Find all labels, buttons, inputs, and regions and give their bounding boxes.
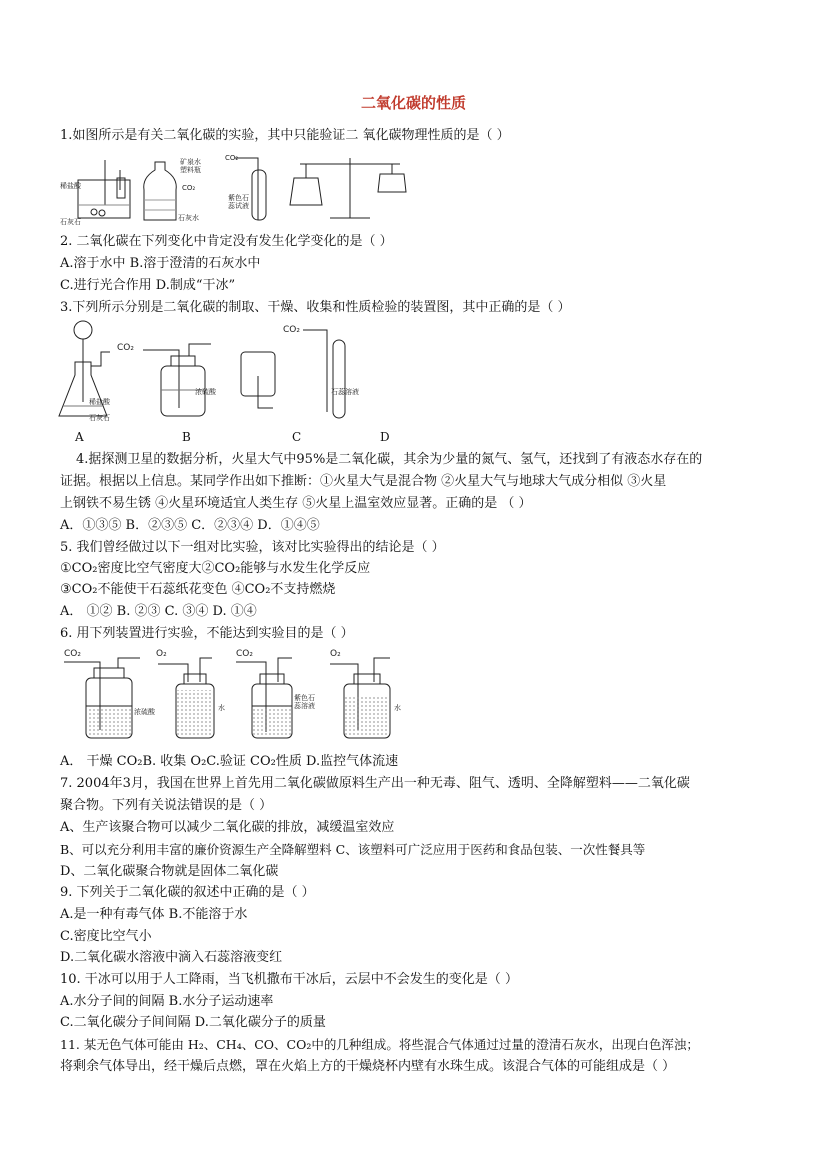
q7-line-1: 7. 2004年3月，我国在世界上首先用二氧化碳做原料生产出一种无毒、阻气、透明、全降解塑料——二氧化碳 bbox=[60, 776, 690, 791]
q3-stem: 3.下列所示分别是二氧化碳的制取、干燥、收集和性质检验的装置图，其中正确的是（ ） bbox=[60, 300, 571, 315]
q11-line-2: 将剩余气体导出，经干燥后点燃，罩在火焰上方的干燥烧杯内壁有水珠生成。该混合气体的可能组成是（ ） bbox=[60, 1059, 676, 1074]
q3-label-acid: 稀盐酸 bbox=[89, 398, 110, 406]
q3-caption-c: C bbox=[292, 430, 302, 444]
q6-label-h2so4: 浓硫酸 bbox=[134, 708, 155, 716]
q3-label-limestone: 石灰石 bbox=[89, 414, 110, 422]
q7-option-a: A、生产该聚合物可以减少二氧化碳的排放，减缓温室效应 bbox=[60, 820, 395, 835]
q10-options-ab: A.水分子间的间隔 B.水分子运动速率 bbox=[60, 994, 274, 1009]
q3-label-co2-b: CO₂ bbox=[117, 343, 134, 353]
q4-line-3: 上钢铁不易生锈 ④火星环境适宜人类生存 ⑤火星上温室效应显著。正确的是 （ ） bbox=[60, 496, 532, 511]
page-title: 二氧化碳的性质 bbox=[360, 94, 466, 112]
q7-option-d: D、二氧化碳聚合物就是固体二氧化碳 bbox=[60, 864, 279, 879]
q1-label-limewater: 石灰水 bbox=[178, 214, 199, 222]
q1-label-litmus1: 紫色石 bbox=[228, 194, 249, 202]
q5-options: A． ①② B. ②③ C. ③④ D. ①④ bbox=[60, 604, 257, 619]
q1-label-bottle2: 塑料瓶 bbox=[180, 166, 201, 174]
q11-line-1: 11. 某无色气体可能由 H₂、CH₄、CO、CO₂中的几种组成。将些混合气体通过过量的澄清石灰水，出现白色浑浊； bbox=[60, 1037, 699, 1052]
q6-label-litmus1: 紫色石 bbox=[294, 694, 315, 702]
q7-option-bc: B、可以充分利用丰富的廉价资源生产全降解塑料 C、该塑料可广泛应用于医药和食品包装、一次性餐具等 bbox=[60, 842, 646, 857]
q1-label-litmus2: 蕊试液 bbox=[228, 202, 249, 210]
q2-stem: 2. 二氧化碳在下列变化中肯定没有发生化学变化的是（ ） bbox=[60, 234, 393, 249]
q10-options-cd: C.二氧化碳分子间间隔 D.二氧化碳分子的质量 bbox=[60, 1015, 326, 1030]
q1-stem: 1.如图所示是有关二氧化碳的实验，其中只能验证二 氧化碳物理性质的是（ ） bbox=[60, 128, 510, 143]
q9-options-ab: A.是一种有毒气体 B.不能溶于水 bbox=[60, 907, 248, 922]
q6-options: A． 干燥 CO₂B. 收集 O₂C.验证 CO₂性质 D.监控气体流速 bbox=[60, 754, 399, 769]
q4-options: A．①③⑤ B．②③⑤ C．②③④ D．①④⑤ bbox=[60, 518, 320, 533]
q3-figure bbox=[55, 320, 385, 428]
q5-line-2: ③CO₂不能使干石蕊纸花变色 ④CO₂不支持燃烧 bbox=[60, 582, 336, 597]
q6-figure bbox=[60, 644, 420, 744]
q5-stem: 5. 我们曾经做过以下一组对比实验，该对比实验得出的结论是（ ） bbox=[60, 540, 445, 555]
q6-label-litmus2: 蕊溶液 bbox=[294, 702, 315, 710]
q1-label-co2-b: CO₂ bbox=[225, 154, 239, 162]
q4-line-2: 证据。根据以上信息。某同学作出如下推断：①火星大气是混合物 ②火星大气与地球大气成分相似 ③火星 bbox=[60, 474, 667, 489]
q9-option-d: D.二氧化碳水溶液中滴入石蕊溶液变红 bbox=[60, 950, 283, 965]
q6-label-o2-d: O₂ bbox=[330, 649, 341, 659]
q6-label-co2-a: CO₂ bbox=[64, 649, 81, 659]
q6-stem: 6. 用下列装置进行实验，不能达到实验目的是（ ） bbox=[60, 626, 354, 641]
q3-caption-d: D bbox=[380, 430, 390, 444]
q6-label-water-b: 水 bbox=[218, 704, 225, 712]
q3-label-co2-d: CO₂ bbox=[283, 325, 300, 335]
q10-stem: 10. 干冰可以用于人工降雨，当飞机撒布干冰后，云层中不会发生的变化是（ ） bbox=[60, 972, 518, 987]
q2-options-cd: C.进行光合作用 D.制成“干冰” bbox=[60, 278, 236, 293]
q5-line-1: ①CO₂密度比空气密度大②CO₂能够与水发生化学反应 bbox=[60, 561, 371, 576]
q9-option-c: C.密度比空气小 bbox=[60, 929, 152, 944]
q3-label-litmus: 石蕊溶液 bbox=[331, 388, 359, 396]
q3-caption-a: A bbox=[75, 430, 84, 444]
q1-label-acid: 稀盐酸 bbox=[60, 182, 81, 190]
q1-label-co2-a: CO₂ bbox=[182, 184, 196, 192]
q3-caption-b: B bbox=[182, 430, 191, 444]
q3-label-h2so4: 浓硫酸 bbox=[195, 388, 216, 396]
q1-label-bottle1: 矿泉水 bbox=[180, 158, 201, 166]
q6-label-o2-b: O₂ bbox=[156, 649, 167, 659]
q6-label-water-d: 水 bbox=[394, 704, 401, 712]
q6-label-co2-c: CO₂ bbox=[236, 649, 253, 659]
q2-options-ab: A.溶于水中 B.溶于澄清的石灰水中 bbox=[60, 256, 261, 271]
q7-line-2: 聚合物。下列有关说法错误的是（ ） bbox=[60, 798, 273, 813]
q1-label-limestone: 石灰石 bbox=[60, 218, 81, 226]
q4-line-1: 4.据探测卫星的数据分析，火星大气中95%是二氧化碳，其余为少量的氮气、氢气，还找到了有液态水存在的 bbox=[76, 452, 703, 467]
q9-stem: 9. 下列关于二氧化碳的叙述中正确的是（ ） bbox=[60, 885, 315, 900]
q1-figure bbox=[60, 150, 410, 228]
